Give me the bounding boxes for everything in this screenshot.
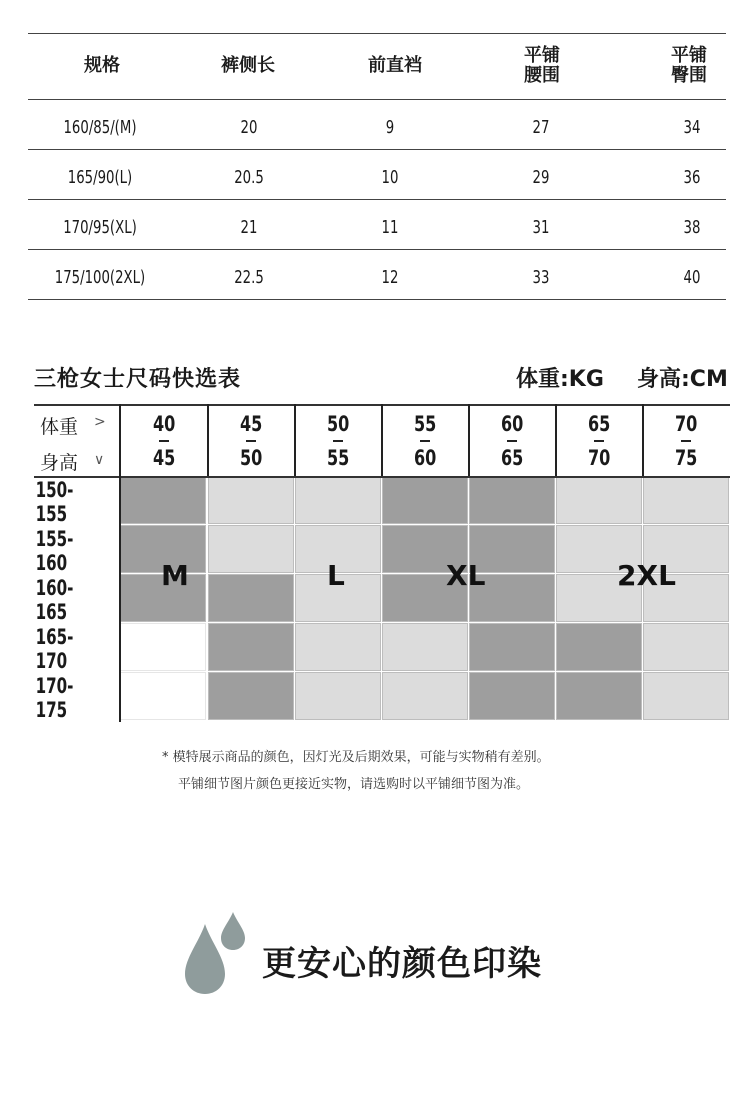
table-cell: 34: [683, 117, 701, 138]
chevron-right-icon: >: [94, 414, 106, 430]
weight-column-header: 40 45: [152, 412, 176, 470]
table-cell-spec: 165/90(L): [67, 167, 133, 188]
range-dash: [246, 440, 256, 442]
weight-column-header: 65 70: [587, 412, 611, 470]
size-tile: [208, 623, 294, 671]
table-cell: 40: [683, 267, 701, 288]
size-label-l: L: [327, 559, 345, 592]
size-tile: [469, 476, 555, 524]
size-label-m: M: [161, 559, 189, 592]
size-tile: [643, 623, 729, 671]
size-tile: [556, 476, 642, 524]
table-cell: 20.5: [234, 167, 264, 188]
height-row-header: 150-155: [35, 478, 74, 526]
header-waist: 平铺 腰围: [524, 45, 560, 86]
table-cell: 20: [240, 117, 258, 138]
header-hip: 平铺 臀围: [671, 45, 707, 86]
size-tile: [295, 672, 381, 720]
table-cell: 38: [683, 217, 701, 238]
table-cell: 9: [385, 117, 395, 138]
size-tile: [120, 672, 206, 720]
range-dash: [333, 440, 343, 442]
size-tile: [469, 672, 555, 720]
table-cell: 11: [381, 217, 399, 238]
table-cell: 21: [240, 217, 258, 238]
size-label-2xl: 2XL: [617, 559, 676, 592]
size-label-xl: XL: [446, 559, 486, 592]
weight-column-header: 55 60: [413, 412, 437, 470]
quick-chart-title: 三枪女士尺码快选表: [34, 367, 242, 392]
size-tile: [120, 476, 206, 524]
header-side-length: 裤侧长: [221, 55, 275, 76]
table-cell: 33: [532, 267, 550, 288]
size-tile: [382, 623, 468, 671]
flat-lay-note: 平铺细节图片颜色更接近实物，请选购时以平铺细节图为准。: [178, 777, 530, 792]
chevron-down-icon: ∨: [94, 452, 105, 468]
range-dash: [594, 440, 604, 442]
table-header-divider: [28, 99, 726, 100]
header-front-rise: 前直裆: [368, 55, 422, 76]
size-tile: [295, 623, 381, 671]
corner-weight-label: 体重: [40, 416, 79, 438]
height-unit-label: 身高:CM: [637, 367, 728, 392]
size-tile: [120, 623, 206, 671]
size-tile: [556, 672, 642, 720]
weight-column-header: 50 55: [326, 412, 350, 470]
table-cell: 29: [532, 167, 550, 188]
range-dash: [681, 440, 691, 442]
weight-column-header: 45 50: [239, 412, 263, 470]
table-cell: 31: [532, 217, 550, 238]
size-tile: [208, 525, 294, 573]
size-tile: [643, 672, 729, 720]
dyeing-feature-title: 更安心的颜色印染: [262, 944, 542, 984]
header-spec: 规格: [84, 55, 120, 76]
range-dash: [159, 440, 169, 442]
corner-height-label: 身高: [40, 452, 79, 474]
table-cell: 36: [683, 167, 701, 188]
table-cell: 22.5: [234, 267, 264, 288]
table-cell: 27: [532, 117, 550, 138]
table-cell: 12: [381, 267, 399, 288]
size-tile: [208, 574, 294, 622]
weight-column-header: 70 75: [674, 412, 698, 470]
range-dash: [507, 440, 517, 442]
table-cell-spec: 170/95(XL): [63, 217, 137, 238]
range-dash: [420, 440, 430, 442]
water-drops-icon: [183, 912, 249, 1000]
height-row-header: 170-175: [35, 674, 74, 722]
height-row-header: 160-165: [35, 576, 74, 624]
color-disclaimer-note: * 模特展示商品的颜色，因灯光及后期效果，可能与实物稍有差别。: [162, 750, 550, 765]
size-tile: [295, 476, 381, 524]
height-row-header: 155-160: [35, 527, 74, 575]
size-tile: [382, 476, 468, 524]
size-tile: [643, 476, 729, 524]
chart-header-divider: [34, 476, 730, 478]
size-tile: [208, 476, 294, 524]
table-cell-spec: 175/100(2XL): [54, 267, 146, 288]
height-row-header: 165-170: [35, 625, 74, 673]
weight-column-header: 60 65: [500, 412, 524, 470]
size-tile: [556, 623, 642, 671]
table-cell-spec: 160/85/(M): [63, 117, 137, 138]
size-quick-chart: [34, 404, 730, 722]
weight-unit-label: 体重:KG: [516, 367, 604, 392]
size-tile: [469, 623, 555, 671]
size-tile: [382, 672, 468, 720]
size-tile: [208, 672, 294, 720]
table-cell: 10: [381, 167, 399, 188]
